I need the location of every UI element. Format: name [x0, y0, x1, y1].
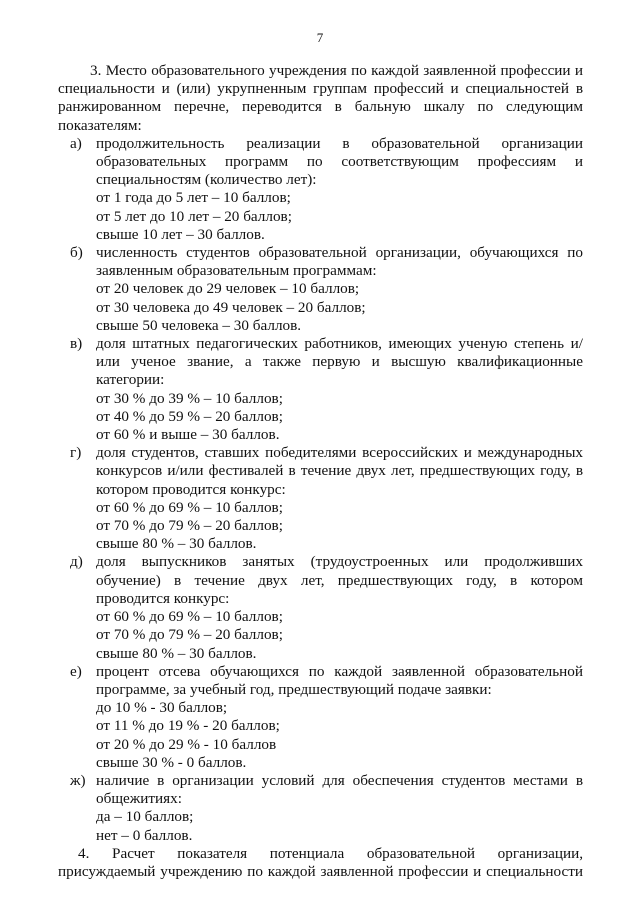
criterion-text: доля выпускников занятых (трудоустроенных или продолживших обучение) в течение двух лет, предшествующих году, в котором проводится конкурс:	[96, 553, 583, 607]
section-3-intro: 3. Место образовательного учреждения по каждой заявленной профессии и специальности и (или) укрупненным группам профессий и специальностей в ранжированном перечне, переводится в бальную шкалу по следующим показателям:	[58, 62, 583, 134]
score-line: свыше 10 лет – 30 баллов.	[96, 225, 265, 243]
criterion-marker: б)	[70, 244, 83, 262]
criterion-zh	[58, 772, 583, 845]
criterion-text: наличие в организации условий для обеспечения студентов местами в общежитиях:	[96, 771, 583, 808]
criterion-marker: в)	[70, 335, 83, 353]
score-line: свыше 30 % - 0 баллов.	[96, 753, 247, 771]
criterion-marker: а)	[70, 134, 82, 152]
score-line: от 1 года до 5 лет – 10 баллов;	[96, 189, 291, 207]
criterion-b	[58, 244, 583, 335]
score-line: свыше 50 человека – 30 баллов.	[96, 316, 302, 334]
score-line: от 30 % до 39 % – 10 баллов;	[96, 389, 283, 407]
document-body	[58, 62, 583, 881]
criterion-marker: ж)	[70, 771, 86, 789]
section-4-line-1: 4. Расчет показателя потенциала образовательной организации,	[78, 844, 583, 862]
criterion-v	[58, 335, 583, 444]
section-4-line-2: присуждаемый учреждению по каждой заявленной профессии и специальности	[58, 862, 583, 880]
score-line: от 60 % и выше – 30 баллов.	[96, 426, 280, 444]
criterion-marker: д)	[70, 553, 83, 571]
criterion-marker: е)	[70, 662, 82, 680]
criterion-text: доля штатных педагогических работников, имеющих ученую степень и/или ученое звание, а также первую и высшую квалификационные категории:	[96, 335, 583, 389]
criterion-g	[58, 444, 583, 553]
score-line: свыше 80 % – 30 баллов.	[96, 535, 257, 553]
score-line: от 20 % до 29 % - 10 баллов	[96, 735, 277, 753]
score-line: от 5 лет до 10 лет – 20 баллов;	[96, 207, 292, 225]
score-line: от 20 человек до 29 человек – 10 баллов;	[96, 280, 360, 298]
criteria-list	[58, 135, 583, 845]
criterion-a	[58, 135, 583, 244]
criterion-text: доля студентов, ставших победителями всероссийских и международных конкурсов и/или фестивалей в течение двух лет, предшествующих году, в котором проводится конкурс:	[96, 444, 583, 498]
score-line: от 60 % до 69 % – 10 баллов;	[96, 498, 283, 516]
criterion-marker: г)	[70, 444, 82, 462]
score-line: от 11 % до 19 % - 20 баллов;	[96, 717, 280, 735]
criterion-text: продолжительность реализации в образовательной организации образовательных программ по соответствующим профессиям и специальностям (количество лет):	[96, 134, 583, 189]
page-number: 7	[316, 30, 324, 45]
score-line: от 40 % до 59 % – 20 баллов;	[96, 407, 283, 425]
score-line: от 60 % до 69 % – 10 баллов;	[96, 608, 283, 626]
score-line: да – 10 баллов;	[96, 808, 194, 826]
score-line: до 10 % - 30 баллов;	[96, 699, 228, 717]
criterion-e	[58, 663, 583, 772]
criterion-text: процент отсева обучающихся по каждой заявленной образовательной программе, за учебный год, предшествующий подаче заявки:	[96, 662, 583, 698]
score-line: от 30 человека до 49 человек – 20 баллов;	[96, 298, 366, 316]
score-line: нет – 0 баллов.	[96, 826, 193, 844]
criterion-text: численность студентов образовательной организации, обучающихся по заявленным образовательным программам:	[96, 244, 583, 280]
score-line: свыше 80 % – 30 баллов.	[96, 644, 257, 662]
score-line: от 70 % до 79 % – 20 баллов;	[96, 626, 283, 644]
score-line: от 70 % до 79 % – 20 баллов;	[96, 517, 283, 535]
criterion-d	[58, 553, 583, 662]
